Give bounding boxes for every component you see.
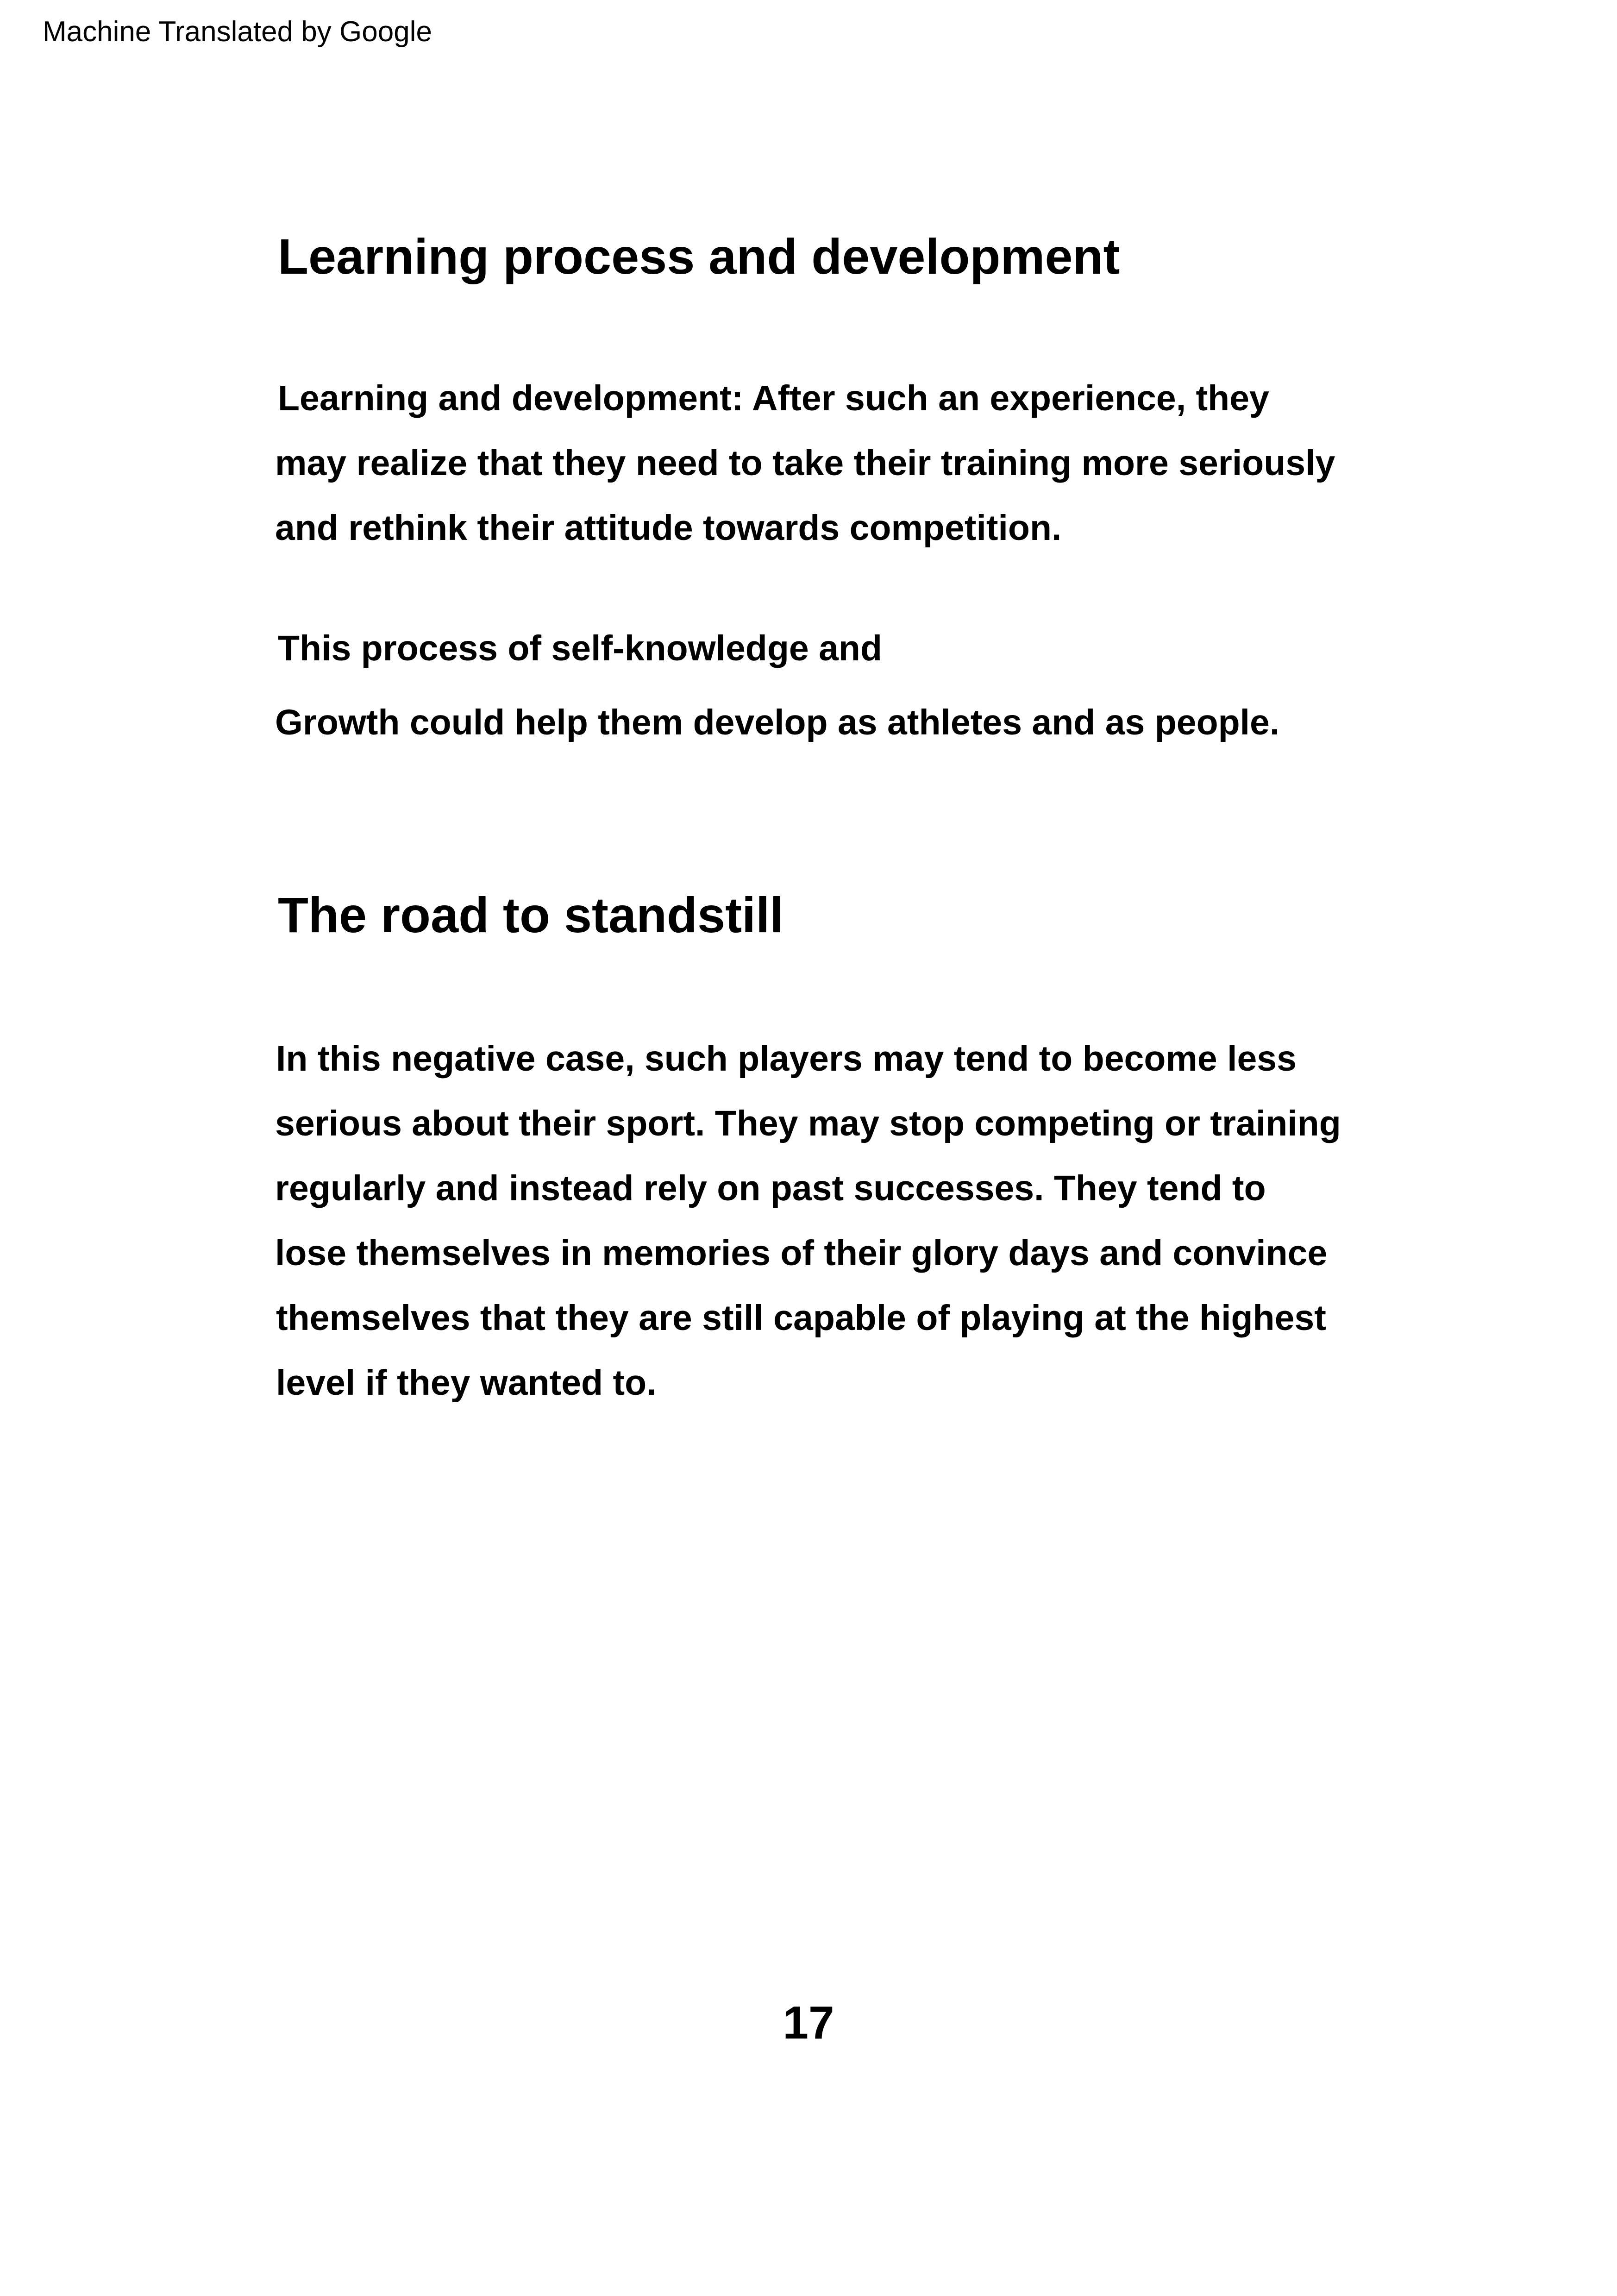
machine-translation-watermark: Machine Translated by Google — [43, 16, 432, 48]
paragraph-line: serious about their sport. They may stop competing or training — [275, 1104, 1341, 1143]
section-heading-learning-process: Learning process and development — [278, 228, 1120, 284]
paragraph-line: may realize that they need to take their training more seriously — [275, 443, 1335, 483]
paragraph-line: regularly and instead rely on past successes. They tend to — [275, 1168, 1266, 1208]
paragraph-line: themselves that they are still capable of playing at the highest — [276, 1298, 1326, 1338]
paragraph-line: level if they wanted to. — [276, 1363, 657, 1403]
paragraph-line: In this negative case, such players may tend to become less — [276, 1039, 1297, 1079]
section-heading-road-to-standstill: The road to standstill — [278, 887, 784, 943]
paragraph-line: This process of self-knowledge and — [278, 628, 882, 668]
paragraph-line: Learning and development: After such an experience, they — [278, 378, 1269, 418]
page-number: 17 — [783, 1997, 834, 2049]
paragraph-line: Growth could help them develop as athletes and as people. — [275, 703, 1280, 742]
paragraph-line: and rethink their attitude towards competition. — [275, 508, 1062, 548]
paragraph-line: lose themselves in memories of their glory days and convince — [275, 1233, 1328, 1273]
